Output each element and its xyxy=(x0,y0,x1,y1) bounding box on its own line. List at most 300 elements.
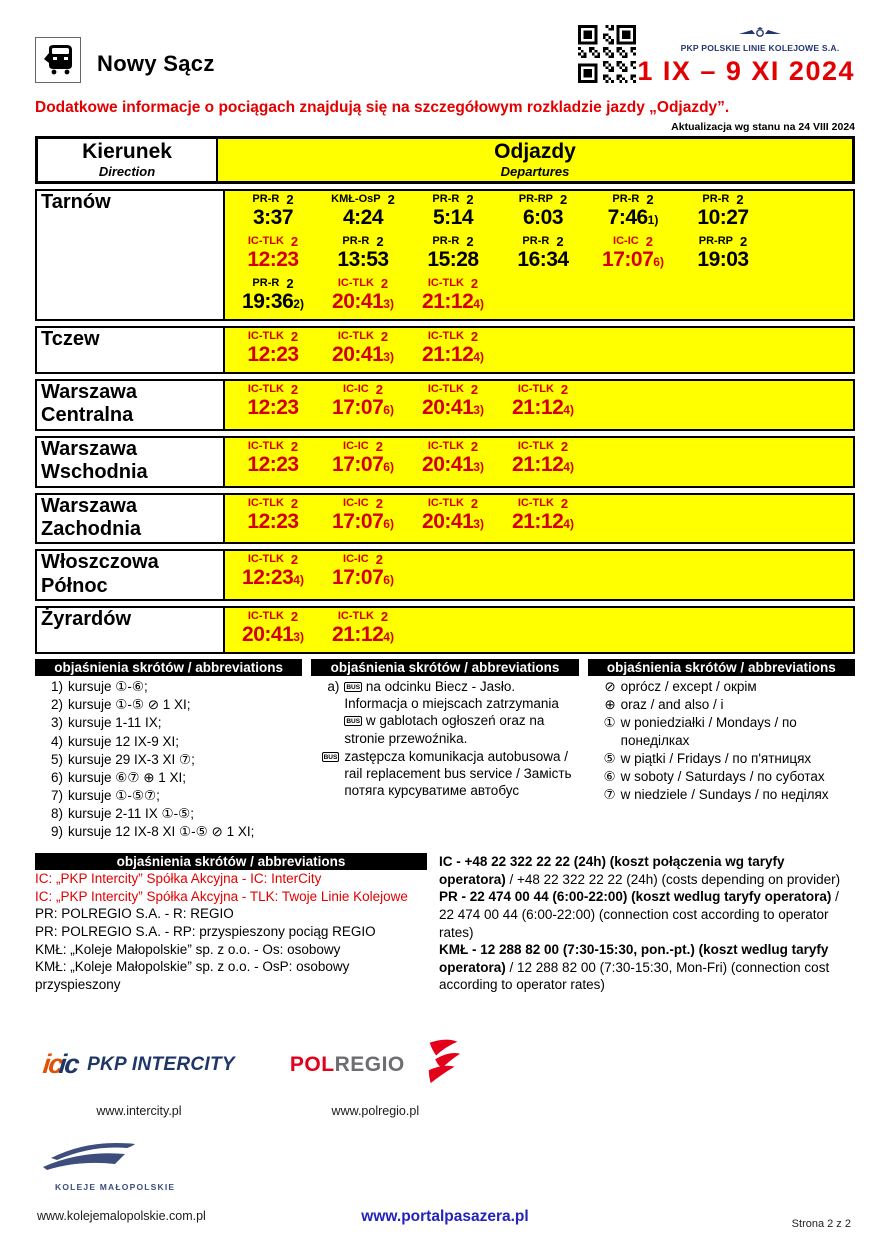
train-brand: PR-R xyxy=(342,235,370,247)
train-brand-line xyxy=(228,193,318,206)
train-departure xyxy=(498,439,588,481)
track-number: 2 xyxy=(560,192,568,207)
track-number: 2 xyxy=(560,382,569,397)
carrier-line: IC: „PKP Intercity” Spółka Akcyjna - IC: InterCity xyxy=(35,871,322,887)
departure-time: 10:27 xyxy=(697,206,749,229)
track-number: 2 xyxy=(290,609,299,625)
departure-time: 17:076) xyxy=(332,452,394,476)
abbreviation-text: w poniedziałki / Mondays / по понеділках xyxy=(620,715,797,748)
train-brand: PR-R xyxy=(702,193,730,205)
track-number: 2 xyxy=(470,382,479,397)
track-number: 2 xyxy=(290,234,299,249)
departures-cell xyxy=(225,551,853,599)
train-brand: PR-R xyxy=(612,193,640,205)
train-departure xyxy=(678,234,768,276)
timetable-groups xyxy=(35,189,855,654)
abbreviation-item xyxy=(590,768,855,785)
track-number: 2 xyxy=(736,192,744,207)
train-departure xyxy=(318,234,408,276)
train-brand-line xyxy=(408,440,498,453)
train-departure xyxy=(318,439,408,481)
info-row xyxy=(35,853,855,993)
track-number: 2 xyxy=(290,495,299,511)
abbreviation-item xyxy=(313,748,578,799)
footnote-ref: 6) xyxy=(383,573,394,588)
train-departure xyxy=(318,276,408,318)
abbreviation-text: kursuje 2-11 IX ①-⑤; xyxy=(68,806,194,822)
abbreviation-marker: 3) xyxy=(50,715,63,731)
departure-time: 17:076) xyxy=(332,566,394,590)
track-number: 2 xyxy=(646,192,654,207)
pkp-intercity-logo xyxy=(43,1042,235,1088)
abbreviations-header: objaśnienia skrótów / abbreviations xyxy=(588,659,855,676)
departure-time: 21:124) xyxy=(512,396,574,419)
train-brand: IC-TLK xyxy=(517,439,554,452)
train-departure xyxy=(228,276,318,318)
departure-time: 19:03 xyxy=(697,248,749,271)
train-brand-line xyxy=(318,440,408,453)
train-brand-line xyxy=(228,553,318,566)
train-brand: PR-R xyxy=(432,193,460,205)
destination-name: Tarnów xyxy=(37,191,225,319)
departure-time: 20:413) xyxy=(242,623,304,647)
departure-time: 19:362) xyxy=(242,290,304,313)
abbreviation-marker: ⊘ xyxy=(604,679,616,695)
track-number: 2 xyxy=(470,276,479,291)
train-departure xyxy=(408,329,498,371)
departure-time: 20:413) xyxy=(422,396,484,419)
train-brand: IC-IC xyxy=(343,383,369,395)
train-departure xyxy=(228,439,318,481)
intercity-logo-text: PKP INTERCITY xyxy=(87,1053,235,1075)
intercity-link[interactable]: www.intercity.pl xyxy=(96,1103,182,1118)
page-number: Strona 2 z 2 xyxy=(791,1217,851,1230)
direction-label-en: Direction xyxy=(98,164,156,179)
train-brand: IC-TLK xyxy=(517,496,554,509)
departure-time: 5:14 xyxy=(432,206,474,229)
destination-row xyxy=(35,436,855,488)
departure-time: 6:03 xyxy=(522,206,564,229)
abbreviations-column xyxy=(311,659,578,800)
abbreviation-marker: ⑤ xyxy=(603,750,616,766)
train-departure xyxy=(228,192,318,234)
train-brand-line xyxy=(498,383,588,396)
train-departure xyxy=(498,496,588,538)
abbreviation-marker: ⑦ xyxy=(603,786,616,802)
train-brand: PR-R xyxy=(432,235,460,247)
departures-label-en: Departures xyxy=(500,164,570,179)
footnote-ref: 6) xyxy=(383,403,394,417)
departure-time: 12:23 xyxy=(247,452,299,476)
polregio-logo xyxy=(290,1042,461,1088)
train-brand-line xyxy=(318,383,408,396)
koleje-malopolskie-logo xyxy=(37,1138,267,1181)
abbreviation-marker xyxy=(313,748,344,799)
abbreviations-list xyxy=(588,676,855,803)
train-brand-line xyxy=(318,235,408,248)
abbreviation-text: zastępcza komunikacja autobusowa / rail replacement bus service / Замість потяга курсуватиме автобус xyxy=(344,748,572,798)
train-departure xyxy=(498,234,588,276)
train-departure xyxy=(228,496,318,538)
abbreviation-marker: ① xyxy=(603,715,616,731)
train-brand: IC-TLK xyxy=(247,496,284,509)
footnote-ref: 2) xyxy=(293,297,304,311)
departures-cell xyxy=(225,608,853,652)
polregio-block xyxy=(290,1042,461,1118)
bottom-row xyxy=(35,1132,855,1250)
train-brand: IC-TLK xyxy=(337,330,374,342)
train-departure xyxy=(318,496,408,538)
direction-header-cell xyxy=(38,139,218,181)
train-departure xyxy=(318,192,408,234)
abbreviation-item xyxy=(37,714,302,731)
qr-code-glyph xyxy=(578,25,636,83)
track-number: 2 xyxy=(380,609,389,625)
footnote-ref: 3) xyxy=(473,403,484,417)
footnote-ref: 3) xyxy=(383,297,394,311)
train-brand: IC-IC xyxy=(343,553,369,566)
track-number: 2 xyxy=(387,192,395,207)
departure-time: 12:23 xyxy=(247,396,299,419)
carrier-line: IC: „PKP Intercity” Spółka Akcyjna - TLK: Twoje Linie Kolejowe xyxy=(35,888,408,904)
abbreviation-item xyxy=(590,750,855,767)
abbreviation-text: oprócz / except / окрім xyxy=(620,679,757,695)
departure-time: 17:076) xyxy=(332,509,394,533)
track-number: 2 xyxy=(560,438,569,454)
abbreviation-text: kursuje 12 IX-9 XI; xyxy=(68,733,180,749)
destination-name: Włoszczowa Północ xyxy=(37,551,225,599)
plk-logo-text: PKP POLSKIE LINIE KOLEJOWE S.A. xyxy=(680,43,840,53)
train-brand: IC-TLK xyxy=(517,383,554,395)
intercity-ic-icon: ic xyxy=(41,1049,64,1080)
footnote-ref: 6) xyxy=(653,255,664,269)
bus-icon: BUS xyxy=(323,753,338,761)
footnote-ref: 4) xyxy=(293,573,304,588)
train-departure xyxy=(408,234,498,276)
brands-row xyxy=(35,1042,855,1118)
abbreviations-header: objaśnienia skrótów / abbreviations xyxy=(311,659,578,676)
departure-time: 21:124) xyxy=(512,452,574,476)
contact-line: KMŁ - 12 288 82 00 (7:30-15:30, pon.-pt.) (koszt wedlug taryfy operatora) / 12 288 82 00 (7:30-15:30, Mon-Fri) (connection cost according to operator rates) xyxy=(439,942,830,993)
abbreviation-item xyxy=(37,769,302,786)
abbreviation-text: kursuje ⑥⑦ ⊕ 1 XI; xyxy=(68,769,187,785)
track-number: 2 xyxy=(375,495,383,511)
abbreviation-item xyxy=(37,751,302,768)
train-brand-line xyxy=(408,235,498,248)
abbreviations-list xyxy=(311,676,578,799)
departures-cell xyxy=(225,328,853,372)
update-line: Aktualizacja wg stanu na 24 VIII 2024 xyxy=(671,121,855,133)
carrier-lines xyxy=(35,870,427,993)
abbreviation-item xyxy=(37,696,302,713)
plk-emblem-icon xyxy=(738,25,782,43)
destination-name: Warszawa Zachodnia xyxy=(37,495,225,543)
train-brand-line xyxy=(228,277,318,290)
departure-time: 12:23 xyxy=(247,343,299,366)
abbreviation-item xyxy=(590,678,855,695)
carrier-line: KMŁ: „Koleje Małopolskie” sp. z o.o. - Os: osobowy xyxy=(35,941,341,957)
portal-pasazera-link[interactable]: www.portalpasazera.pl xyxy=(361,1207,529,1225)
abbreviation-marker: ⊕ xyxy=(604,697,616,713)
train-brand: IC-TLK xyxy=(337,610,374,623)
train-brand: IC-TLK xyxy=(337,277,374,289)
abbreviation-text: w niedziele / Sundays / по неділях xyxy=(620,786,829,802)
footnote-ref: 4) xyxy=(473,297,484,311)
abbreviations-column xyxy=(588,659,855,804)
departure-time: 7:461) xyxy=(607,206,659,229)
track-number: 2 xyxy=(466,192,474,207)
train-brand: IC-TLK xyxy=(247,610,284,623)
abbreviation-text: kursuje ①-⑤ ⊘ 1 XI; xyxy=(68,697,191,713)
train-departure xyxy=(498,382,588,424)
abbreviation-marker: 1) xyxy=(50,679,63,695)
departure-time: 13:53 xyxy=(337,248,389,271)
abbreviations-header: objaśnienia skrótów / abbreviations xyxy=(35,659,302,676)
train-departure xyxy=(318,552,408,594)
train-brand: PR-RP xyxy=(698,235,733,247)
carrier-line: KMŁ: „Koleje Małopolskie” sp. z o.o. - OsP: osobowy przyspieszony xyxy=(35,959,350,992)
train-departure xyxy=(318,329,408,371)
train-brand-line xyxy=(588,193,678,206)
train-brand-line xyxy=(498,193,588,206)
train-departure xyxy=(408,496,498,538)
polregio-link[interactable]: www.polregio.pl xyxy=(331,1103,420,1118)
abbreviation-item xyxy=(313,678,578,747)
train-icon-glyph xyxy=(41,43,75,77)
train-brand-line xyxy=(498,497,588,510)
train-brand-line xyxy=(318,610,408,623)
destination-row xyxy=(35,326,855,374)
train-brand-line xyxy=(678,193,768,206)
abbreviations-column xyxy=(35,659,302,841)
intercity-ic-icon-2: ic xyxy=(57,1049,79,1080)
train-brand-line xyxy=(318,193,408,206)
footnote-ref: 3) xyxy=(383,350,394,364)
departure-time: 21:124) xyxy=(512,509,574,533)
train-brand: IC-TLK xyxy=(427,277,464,289)
abbreviation-text: kursuje ①-⑤⑦; xyxy=(68,787,160,803)
validity-dates: 1 IX – 9 XI 2024 xyxy=(637,56,855,86)
train-brand-line xyxy=(408,383,498,396)
track-number: 2 xyxy=(556,234,564,249)
track-number: 2 xyxy=(470,438,479,454)
footnote-ref: 4) xyxy=(563,516,574,531)
train-brand-line xyxy=(228,610,318,623)
departure-time: 21:124) xyxy=(332,623,394,647)
abbreviation-item xyxy=(37,823,302,840)
abbreviation-marker: 6) xyxy=(50,769,63,785)
contact-line: PR - 22 474 00 44 (6:00-22:00) (koszt wedlug taryfy operatora) / 22 474 00 44 (6:00-22:00) (connection cost according to operator rates) xyxy=(439,889,839,940)
destination-name: Warszawa Centralna xyxy=(37,381,225,429)
train-brand: IC-TLK xyxy=(427,383,464,395)
abbreviation-text: kursuje 12 IX-8 XI ①-⑤ ⊘ 1 XI; xyxy=(68,824,255,840)
footnote-ref: 3) xyxy=(293,630,304,645)
page-header xyxy=(35,25,855,93)
track-number: 2 xyxy=(375,438,383,454)
abbreviation-item xyxy=(37,733,302,750)
departure-time: 12:23 xyxy=(247,509,299,533)
train-brand: IC-TLK xyxy=(427,330,464,342)
contact-lines xyxy=(439,853,855,993)
footnote-ref: 4) xyxy=(473,350,484,364)
abbreviation-item xyxy=(590,786,855,803)
track-number: 2 xyxy=(470,495,479,511)
train-brand-line xyxy=(408,330,498,343)
footnote-ref: 3) xyxy=(473,516,484,531)
polregio-bird-icon xyxy=(415,1039,461,1090)
direction-label-pl: Kierunek xyxy=(82,140,172,163)
train-departure xyxy=(588,192,678,234)
departures-label-pl: Odjazdy xyxy=(494,140,576,163)
train-brand-line xyxy=(408,497,498,510)
abbreviation-text: kursuje ①-⑥; xyxy=(68,679,148,695)
train-brand-line xyxy=(228,235,318,248)
train-brand: IC-IC xyxy=(613,235,639,247)
train-brand-line xyxy=(678,235,768,248)
abbreviation-item xyxy=(37,678,302,695)
train-brand-line xyxy=(228,440,318,453)
koleje-malopolskie-link[interactable]: www.kolejemalopolskie.com.pl xyxy=(37,1208,206,1223)
track-number: 2 xyxy=(380,329,389,344)
departures-header-cell xyxy=(218,139,852,181)
footnote-ref: 4) xyxy=(563,459,574,474)
abbreviation-marker: 9) xyxy=(50,824,63,840)
train-brand-line xyxy=(408,277,498,290)
footnote-ref: 4) xyxy=(383,630,394,645)
track-number: 2 xyxy=(290,438,299,454)
header-right xyxy=(637,25,855,87)
departure-time: 21:124) xyxy=(422,290,484,313)
train-brand: IC-TLK xyxy=(247,383,284,395)
qr-code xyxy=(578,25,636,83)
abbreviation-text: BUS na odcinku Biecz - Jasło. Informacja o miejscach zatrzymania BUS w gablotach ogłoszeń oraz na stronie przewoźnika. xyxy=(344,679,559,746)
abbreviation-item xyxy=(590,696,855,713)
abbreviation-text: oraz / and also / i xyxy=(620,697,724,713)
track-number: 2 xyxy=(380,276,389,291)
departure-time: 17:076) xyxy=(332,396,394,419)
departures-cell xyxy=(225,495,853,543)
departure-time: 3:37 xyxy=(252,206,294,229)
abbreviation-text: kursuje 29 IX-3 XI ⑦; xyxy=(68,751,195,767)
footnote-ref: 3) xyxy=(473,459,484,474)
train-brand: PR-R xyxy=(252,277,280,289)
departure-time: 12:23 xyxy=(247,248,299,271)
train-departure xyxy=(408,382,498,424)
train-icon xyxy=(35,37,81,83)
train-brand-line xyxy=(318,553,408,566)
contact-line: IC - +48 22 322 22 22 (24h) (koszt połączenia wg taryfy operatora) / +48 22 322 22 22 (24h) (costs depending on provider) xyxy=(439,854,841,887)
station-title: Nowy Sącz xyxy=(97,51,215,76)
train-departure xyxy=(588,234,678,276)
track-number: 2 xyxy=(376,234,384,249)
track-number: 2 xyxy=(286,192,294,207)
track-number: 2 xyxy=(466,234,474,249)
train-departure xyxy=(318,609,408,651)
bus-icon: BUS xyxy=(346,684,361,692)
departure-time: 20:413) xyxy=(422,452,484,476)
abbreviations-list xyxy=(35,676,302,840)
train-departure xyxy=(228,609,318,651)
track-number: 2 xyxy=(286,276,294,291)
train-brand: KMŁ-OsP xyxy=(331,193,381,205)
departure-time: 17:076) xyxy=(602,248,664,271)
notice-line: Dodatkowe informacje o pociągach znajdują się na szczegółowym rozkladzie jazdy „Odjazdy”. xyxy=(35,99,730,116)
departure-time: 21:124) xyxy=(422,343,484,366)
train-departure xyxy=(228,552,318,594)
departure-time: 20:413) xyxy=(332,343,394,366)
train-brand: PR-R xyxy=(252,193,280,205)
train-departure xyxy=(498,192,588,234)
train-brand: IC-TLK xyxy=(247,553,284,566)
carrier-line: PR: POLREGIO S.A. - R: REGIO xyxy=(35,906,234,922)
footnote-ref: 1) xyxy=(647,213,659,227)
departure-time: 4:24 xyxy=(342,206,384,229)
track-number: 2 xyxy=(290,382,299,397)
abbreviation-item xyxy=(590,714,855,748)
train-departure xyxy=(408,276,498,318)
train-departure xyxy=(408,439,498,481)
abbreviation-marker: a) xyxy=(327,679,340,695)
train-brand: IC-IC xyxy=(343,439,369,452)
departure-time: 12:234) xyxy=(242,566,304,590)
departures-cell xyxy=(225,381,853,429)
train-brand-line xyxy=(408,193,498,206)
destination-row xyxy=(35,606,855,654)
track-number: 2 xyxy=(645,234,653,249)
footnote-ref: 6) xyxy=(383,459,394,474)
carriers-column xyxy=(35,853,427,993)
departure-time: 20:413) xyxy=(332,290,394,313)
abbreviation-marker: ⑥ xyxy=(603,768,616,784)
train-departure xyxy=(678,192,768,234)
abbreviation-text: kursuje 1-11 IX; xyxy=(68,715,162,731)
koleje-malopolskie-logo-text: KOLEJE MAŁOPOLSKIE xyxy=(55,1181,176,1192)
train-brand: IC-TLK xyxy=(247,439,284,452)
track-number: 2 xyxy=(375,552,383,568)
abbreviation-text: w soboty / Saturdays / по суботах xyxy=(620,768,825,784)
train-brand: IC-IC xyxy=(343,496,369,509)
train-departure xyxy=(318,382,408,424)
train-brand-line xyxy=(318,277,408,290)
track-number: 2 xyxy=(375,382,383,397)
carriers-header: objaśnienia skrótów / abbreviations xyxy=(35,853,427,870)
destination-row xyxy=(35,493,855,545)
abbreviation-marker: 7) xyxy=(50,787,63,803)
destination-row xyxy=(35,549,855,601)
departure-time: 15:28 xyxy=(427,248,479,271)
track-number: 2 xyxy=(740,234,748,249)
train-brand-line xyxy=(498,235,588,248)
destination-row xyxy=(35,189,855,321)
departures-cell xyxy=(225,191,853,319)
koleje-malopolskie-block xyxy=(37,1138,267,1223)
train-brand-line xyxy=(498,440,588,453)
plk-logo xyxy=(665,25,855,53)
train-brand-line xyxy=(228,497,318,510)
footnote-ref: 6) xyxy=(383,516,394,531)
train-brand: PR-R xyxy=(522,235,550,247)
abbreviation-item xyxy=(37,787,302,804)
departure-time: 16:34 xyxy=(517,248,569,271)
train-departure xyxy=(408,192,498,234)
polregio-logo-text: POLREGIO xyxy=(289,1052,405,1076)
train-departure xyxy=(228,329,318,371)
destination-name: Tczew xyxy=(37,328,225,372)
train-brand-line xyxy=(228,330,318,343)
train-brand: IC-TLK xyxy=(247,330,284,342)
track-number: 2 xyxy=(290,329,299,344)
carrier-line: PR: POLREGIO S.A. - RP: przyspieszony pociąg REGIO xyxy=(35,924,376,940)
